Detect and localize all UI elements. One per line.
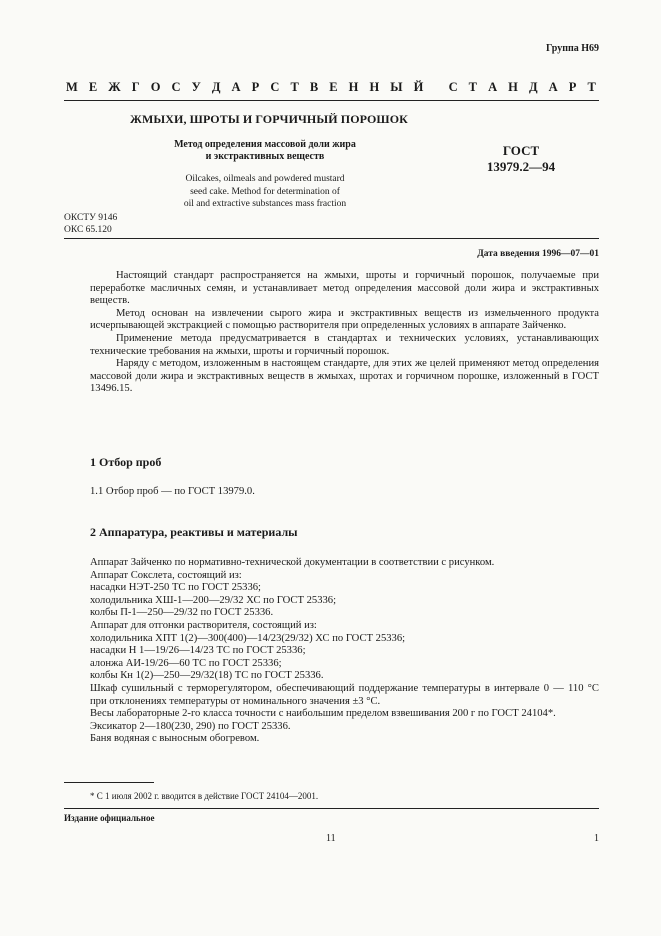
interstate-letter: Ы xyxy=(390,80,403,94)
interstate-letter: М xyxy=(66,80,78,94)
interstate-letter: С xyxy=(270,80,280,94)
classification-codes xyxy=(64,212,117,236)
interstate-letter: А xyxy=(231,80,241,94)
interstate-letter: В xyxy=(309,80,319,94)
interstate-letter: А xyxy=(548,80,558,94)
english-title xyxy=(130,173,400,211)
group-label: Группа Н69 xyxy=(546,43,599,54)
section-2-line: насадки Н 1—19/26—14/23 ТС по ГОСТ 25336; xyxy=(90,645,306,657)
intro-paragraph-3: Применение метода предусматривается в стандартах и технических условиях, устанавливающих технические требования на жмыхи, шроты и горчичный порошок. xyxy=(90,332,599,357)
scales-paragraph xyxy=(90,708,599,721)
interstate-letter: Р xyxy=(568,80,577,94)
section-2-line: холодильника ХШ-1—200—29/32 ХС по ГОСТ 25336; xyxy=(90,594,337,606)
section-2-line: насадки НЭТ-250 ТС по ГОСТ 25336; xyxy=(90,582,261,594)
interstate-letter xyxy=(434,80,437,95)
gost-label: ГОСТ xyxy=(502,143,540,158)
document-title: ЖМЫХИ, ШРОТЫ И ГОРЧИЧНЫЙ ПОРОШОК xyxy=(130,112,408,126)
page-number-right: 1 xyxy=(594,833,599,844)
interstate-letter: А xyxy=(488,80,498,94)
page-number-center: 11 xyxy=(326,833,336,844)
section-1-text: 1.1 Отбор проб — по ГОСТ 13979.0. xyxy=(90,486,255,497)
intro-paragraph-4: Наряду с методом, изложенным в настоящем стандарте, для этих же целей применяют метод определения массовой доли жира и экстрактивных веществ в жмыхах, шротах и горчичном порошке, изложенный в ГОСТ 13496.15. xyxy=(90,358,599,395)
section-2-line: холодильника ХПТ 1(2)—300(400)—14/23(29/32) ХС по ГОСТ 25336; xyxy=(90,632,406,644)
official-edition-label: Издание официальное xyxy=(64,813,155,823)
okstu-code: ОКСТУ 9146 xyxy=(64,213,118,223)
interstate-letter: Н xyxy=(348,80,359,94)
interstate-letter: У xyxy=(191,80,201,94)
interstate-letter: С xyxy=(171,80,181,94)
introduction-date: Дата введения 1996—07—01 xyxy=(477,249,599,259)
method-line-2: и экстрактивных веществ xyxy=(205,151,325,162)
scales-text: Весы лабораторные 2-го класса точности с наибольшим пределом взвешивания 200 г по ГОСТ 24104*. xyxy=(90,708,556,720)
footer-divider xyxy=(64,808,599,809)
interstate-letter: Н xyxy=(369,80,380,94)
section-2-heading: 2 Аппаратура, реактивы и материалы xyxy=(90,525,298,539)
interstate-letter: Е xyxy=(329,80,338,94)
oks-code: ОКС 65.120 xyxy=(64,225,112,235)
footnote: * С 1 июля 2002 г. вводится в действие ГОСТ 24104—2001. xyxy=(90,791,319,801)
interstate-letter: Д xyxy=(211,80,221,94)
english-line-2: seed cake. Method for determination of xyxy=(190,186,340,197)
section-2-line: Баня водяная с выносным обогревом. xyxy=(90,733,260,745)
interstate-letter: Р xyxy=(251,80,260,94)
section-2-line: алонжа АИ-19/26—60 ТС по ГОСТ 25336; xyxy=(90,657,282,669)
dryer-paragraph xyxy=(90,683,599,708)
method-line-1: Метод определения массовой доли жира xyxy=(174,139,356,150)
interstate-letter: Й xyxy=(413,80,424,94)
section-2-line: Аппарат для отгонки растворителя, состоящий из: xyxy=(90,619,317,631)
intro-paragraph-2: Метод основан на извлечении сырого жира и экстрактивных веществ из измельченного продукта исчерпывающей экстракцией с помощью растворителя при определенных условиях в аппарате Зайченко. xyxy=(90,307,599,332)
dryer-text: Шкаф сушильный с терморегулятором, обеспечивающий поддержание температуры в интервале 0 — 110 °С при отклонениях температуры от номинального значения ±3 °С. xyxy=(90,682,599,707)
interstate-letter: Г xyxy=(131,80,140,94)
section-2-body xyxy=(90,557,599,746)
intro-section xyxy=(90,270,599,396)
interstate-letter: Т xyxy=(290,80,299,94)
interstate-letter: Д xyxy=(528,80,538,94)
section-2-line: колбы П-1—250—29/32 по ГОСТ 25336. xyxy=(90,607,274,619)
footnote-divider xyxy=(64,782,154,783)
method-subtitle xyxy=(130,139,400,163)
top-divider xyxy=(64,100,599,101)
english-line-3: oil and extractive substances mass fraction xyxy=(183,199,347,209)
intro-paragraph-1: Настоящий стандарт распространяется на жмыхи, шроты и горчичный порошок, получаемые при переработке масличных семян, и устанавливает метод определения массовой доли жира и экстрактивных веществ. xyxy=(90,270,599,307)
english-line-1: Oilcakes, oilmeals and powdered mustard xyxy=(185,174,345,184)
interstate-letter: Т xyxy=(468,80,478,94)
section-2-line: Эксикатор 2—180(230, 290) по ГОСТ 25336. xyxy=(90,720,291,732)
gost-number: 13979.2—94 xyxy=(486,159,556,174)
interstate-letter: Н xyxy=(508,80,518,94)
section-1-heading: 1 Отбор проб xyxy=(90,455,162,469)
interstate-letter: Ж xyxy=(108,80,121,94)
interstate-letter: Т xyxy=(587,80,596,94)
section-2-line: Аппарат Зайченко по нормативно-технической документации в соответствии с рисунком. xyxy=(90,557,495,568)
header-divider xyxy=(64,238,599,239)
interstate-letter: О xyxy=(150,80,161,94)
section-2-line: Аппарат Сокслета, состоящий из: xyxy=(90,569,242,581)
section-2-line: колбы Кн 1(2)—250—29/32(18) ТС по ГОСТ 25336. xyxy=(90,670,324,682)
interstate-letter: С xyxy=(448,80,458,94)
gost-block xyxy=(466,143,576,175)
interstate-standard-heading xyxy=(66,80,596,95)
interstate-letter: Е xyxy=(88,80,98,94)
